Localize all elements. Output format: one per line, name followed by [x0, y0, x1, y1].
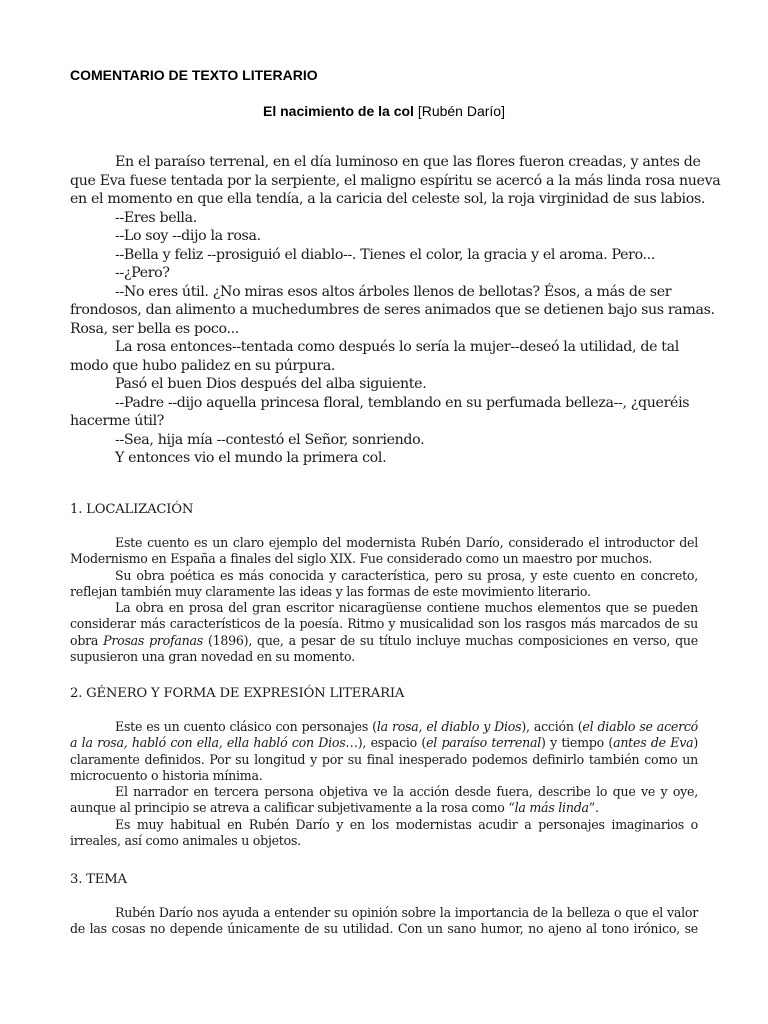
story-line: --No eres útil. ¿No miras esos altos árboles llenos de bellotas? Ésos, a más de ser: [115, 283, 672, 300]
story-line: --Eres bella.: [115, 209, 197, 226]
book-title: Prosas profanas: [103, 632, 203, 648]
story-line: frondosos, dan alimento a muchedumbres de seres animados que se detienen bajo sus ramas.: [70, 302, 715, 318]
section-title-genero: 2. GÉNERO Y FORMA DE EXPRESIÓN LITERARIA: [70, 686, 405, 701]
section-body-genero: [70, 719, 698, 849]
section-title-tema: 3. TEMA: [70, 872, 127, 887]
paragraph: Es muy habitual en Rubén Darío y en los modernistas acudir a personajes imaginarios o irreales, así como animales u objetos.: [70, 816, 698, 849]
story-line: --Sea, hija mía --contestó el Señor, sonriendo.: [115, 431, 425, 448]
story-line: --Lo soy --dijo la rosa.: [115, 228, 261, 244]
story-line: --¿Pero?: [115, 265, 170, 281]
story-line: En el paraíso terrenal, en el día luminoso en que las flores fueron creadas, y antes de: [115, 154, 701, 170]
story-line: --Padre --dijo aquella princesa floral, temblando en su perfumada belleza--, ¿queréis: [115, 394, 690, 411]
story-line: hacerme útil?: [70, 413, 165, 429]
paragraph: Rubén Darío nos ayuda a entender su opinión sobre la importancia de la belleza o que el valor de las cosas no depende únicamente de su utilidad. Con un sano humor, no ajeno al tono irónico, se: [70, 905, 698, 937]
paragraph: Este cuento es un claro ejemplo del modernista Rubén Darío, considerado el introductor del Modernismo en España a finales del siglo XIX. Fue considerado como un maestro por muchos.: [70, 535, 698, 567]
story-line: modo que hubo palidez en su púrpura.: [70, 357, 336, 374]
story-text: [70, 153, 721, 468]
section-title-localizacion: 1. LOCALIZACIÓN: [70, 502, 194, 517]
paragraph: Este es un cuento clásico con personajes (la rosa, el diablo y Dios), acción (el diablo se acercó a la rosa, habló con ella, ella habló con Dios…), espacio (el paraíso terrenal) y tiempo (antes de Eva) claramente definidos. Por su longitud y por su final inesperado podemos definirlo también como un microcuento o historia mínima.: [70, 719, 698, 783]
story-line: La rosa entonces--tentada como después lo sería la mujer--deseó la utilidad, de tal: [115, 339, 679, 355]
paragraph: Su obra poética es más conocida y característica, pero su prosa, y este cuento en concreto, reflejan también muy claramente las ideas y las formas de este movimiento literario.: [70, 567, 698, 599]
story-title: El nacimiento de la col: [263, 103, 414, 119]
story-line: Y entonces vio el mundo la primera col.: [115, 450, 387, 466]
story-line: Pasó el buen Dios después del alba siguiente.: [115, 376, 427, 392]
story-title-line: [0, 103, 768, 119]
section-body-tema: [70, 905, 698, 938]
story-line: que Eva fuese tentada por la serpiente, el maligno espíritu se acercó a la más linda rosa nueva: [70, 172, 721, 189]
section-body-localizacion: [70, 535, 698, 665]
paragraph: La obra en prosa del gran escritor nicaragüense contiene muchos elementos que se pueden considerar más característicos de la poesía. Ritmo y musicalidad son los rasgos más marcados de su obra Prosas profanas (1896), que, a pesar de su título incluye muchas composiciones en verso, que supusieron una gran novedad en su momento.: [70, 600, 698, 665]
paragraph: El narrador en tercera persona objetiva ve la acción desde fuera, describe lo que ve y oye, aunque al principio se atreva a calificar subjetivamente a la rosa como “la más linda”.: [70, 784, 698, 816]
story-line: en el momento en que ella tendía, a la caricia del celeste sol, la roja virginidad de sus labios.: [70, 191, 706, 207]
story-line: --Bella y feliz --prosiguió el diablo--. Tienes el color, la gracia y el aroma. Pero...: [115, 246, 655, 263]
story-author: [Rubén Darío]: [417, 103, 505, 119]
story-line: Rosa, ser bella es poco...: [70, 320, 239, 337]
document-heading: COMENTARIO DE TEXTO LITERARIO: [70, 67, 318, 83]
